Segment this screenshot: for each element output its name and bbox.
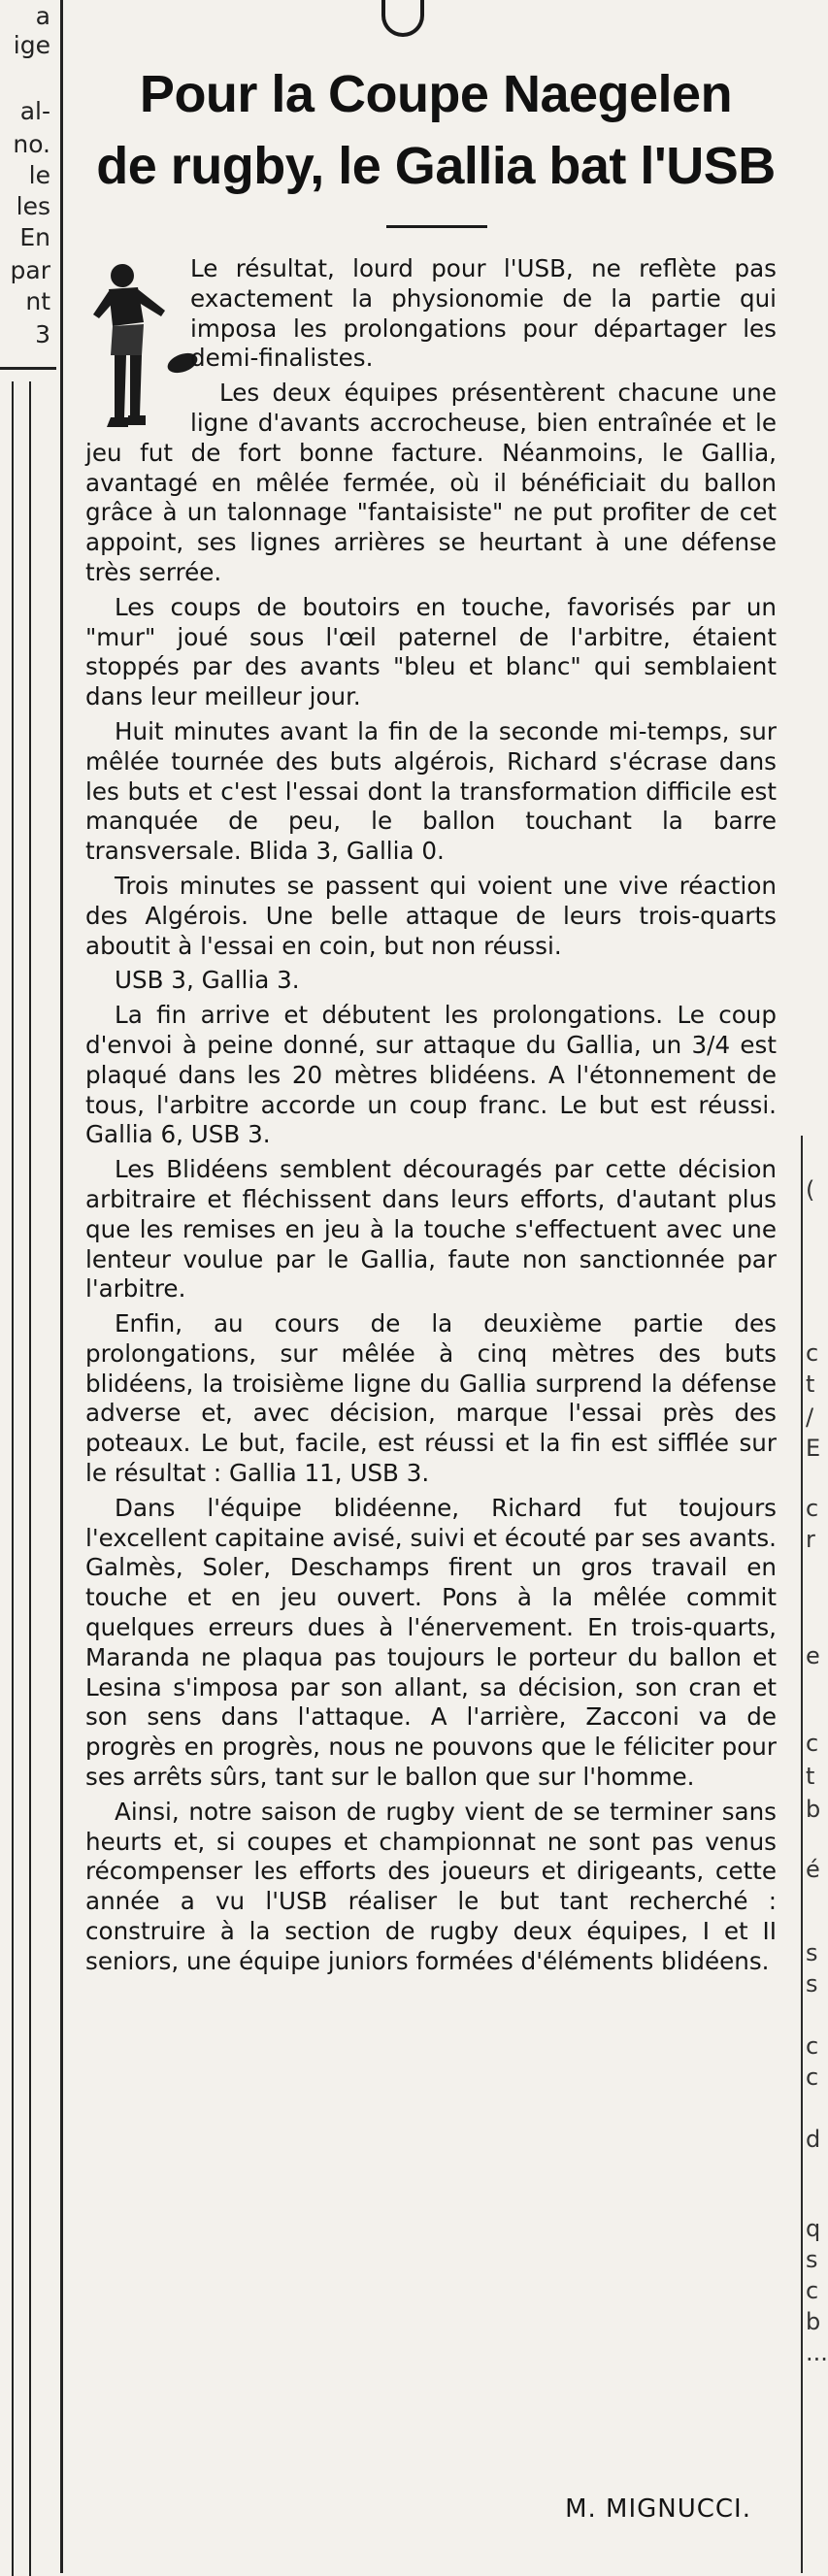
fragment-text: c (806, 1495, 819, 1522)
fragment-text: c (806, 1730, 819, 1757)
paragraph: Les coups de boutoirs en touche, favorisés par un "mur" joué sous l'œil paternel de l'arbitre, étaient stoppés par des avants "bleu et blanc" qui semblaient dans leur meilleur jour. (85, 592, 777, 711)
fragment-text: t (806, 1763, 815, 1790)
column-rule-right (801, 1136, 803, 2573)
fragment-text: les (16, 192, 50, 220)
paragraph: La fin arrive et débutent les prolongations. Le coup d'envoi à peine donné, sur attaque du Gallia, un 3/4 est plaqué dans les 20 mètres blidéens. A l'étonnement de tous, l'arbitre accorde un coup franc. Le but est réussi. Gallia 6, USB 3. (85, 1001, 777, 1149)
fragment-text: no. (13, 130, 50, 158)
fragment-text: al- (19, 97, 50, 125)
fragment-text: c (806, 2277, 819, 2304)
paragraph: Ainsi, notre saison de rugby vient de se terminer sans heurts et, si coupes et championnat ne sont pas venus récompenser les efforts des joueurs et dirigeants, cette année a vu l'USB réaliser le but tant recherché : construire à la section de rugby deux équipes, I et II seniors, une équipe juniors formées d'éléments blidéens. (85, 1797, 777, 1975)
fragment-text: c (806, 1339, 819, 1367)
fragment-text: c (806, 2064, 819, 2091)
fragment-text: é (806, 1856, 820, 1883)
fragment-text: t (806, 1371, 815, 1398)
article (85, 0, 786, 2573)
fragment-text: d (806, 2126, 821, 2153)
paragraph: Trois minutes se passent qui voient une vive réaction des Algérois. Une belle attaque de leurs trois-quarts aboutit à l'essai en coin, but non réussi. (85, 871, 777, 960)
fragment-text: En (19, 223, 50, 251)
fragment-text: par (10, 256, 50, 284)
paragraph: Les Blidéens semblent découragés par cette décision arbitraire et fléchissent dans leurs efforts, d'autant plus que les remises en jeu à la touche s'effectuent avec une lenteur voulue par le Gallia, faute non sanctionnée par l'arbitre. (85, 1155, 777, 1304)
adjacent-column-right (804, 0, 828, 2573)
author-signature: M. MIGNUCCI. (565, 2494, 751, 2524)
article-headline (85, 58, 786, 202)
headline-divider (386, 225, 487, 228)
fragment-text: e (806, 1642, 820, 1669)
fragment-text: le (28, 161, 50, 189)
fragment-text: r (806, 1526, 815, 1553)
fragment-text: q (806, 2215, 821, 2242)
fragment-text: 3 (35, 320, 50, 348)
fragment-text: s (806, 1939, 818, 1966)
section-ornament-icon (381, 0, 424, 37)
paragraph: Enfin, au cours de la deuxième partie des prolongations, sur mêlée à cinq mètres des buts blidéens, la troisième ligne du Gallia surprend la défense adverse et, avec décision, marque l'essai près des poteaux. Le but, facile, est réussi et la fin est sifflée sur le résultat : Gallia 11, USB 3. (85, 1309, 777, 1488)
adjacent-box-frame (0, 367, 56, 2576)
paragraph: Les deux équipes présentèrent chacune une ligne d'avants accrocheuse, bien entraînée et le jeu fut de fort bonne facture. Néanmoins, le Gallia, avantagé en mêlée fermée, où il bénéficiait du ballon grâce à un talonnage "fantaisiste" ne put profiter de cet appoint, ses lignes arrières se heurtant à une défense très serrée. (85, 379, 777, 586)
paragraph: Dans l'équipe blidéenne, Richard fut toujours l'excellent capitaine avisé, suivi et écouté par ses avants. Galmès, Soler, Deschamps firent un gros travail en touche et en jeu ouvert. Pons à la mêlée commit quelques erreurs dues à l'énervement. En trois-quarts, Maranda ne plaqua pas toujours le porteur du ballon et Lesina s'imposa par son allant, sa décision, son cran et son sens dans l'attaque. A l'arrière, Zacconi va de progrès en progrès, nous ne pouvons que le féliciter pour ses arrêts sûrs, tant sur le ballon que sur l'homme. (85, 1493, 777, 1792)
paragraph: Le résultat, lourd pour l'USB, ne reflète pas exactement la physionomie de la partie qui imposa les prolongations pour départager les demi-finalistes. (190, 254, 777, 373)
fragment-text: ( (806, 1176, 815, 1204)
fragment-text: c (806, 2032, 819, 2060)
headline-line-2: de rugby, le Gallia bat l'USB (96, 137, 776, 195)
fragment-text: b (806, 1796, 821, 1823)
paragraph: Huit minutes avant la fin de la seconde mi-temps, sur mêlée tournée des buts algérois, Richard s'écrase dans les buts et c'est l'essai dont la transformation difficile est manquée de peu, le ballon touchant la barre transversale. Blida 3, Gallia 0. (85, 716, 777, 866)
score-line: USB 3, Gallia 3. (115, 966, 300, 995)
article-body (85, 254, 777, 1982)
fragment-text: b (806, 2308, 821, 2335)
fragment-text: E (806, 1435, 821, 1462)
fragment-text: ige (13, 31, 50, 59)
column-rule (60, 0, 63, 2573)
fragment-text: a (35, 2, 50, 30)
fragment-text: ... (806, 2339, 828, 2366)
fragment-text: s (806, 2246, 818, 2273)
fragment-text: nt (25, 287, 50, 315)
fragment-text: s (806, 1970, 818, 1998)
headline-line-1: Pour la Coupe Naegelen (139, 65, 733, 123)
fragment-text: / (806, 1404, 814, 1431)
